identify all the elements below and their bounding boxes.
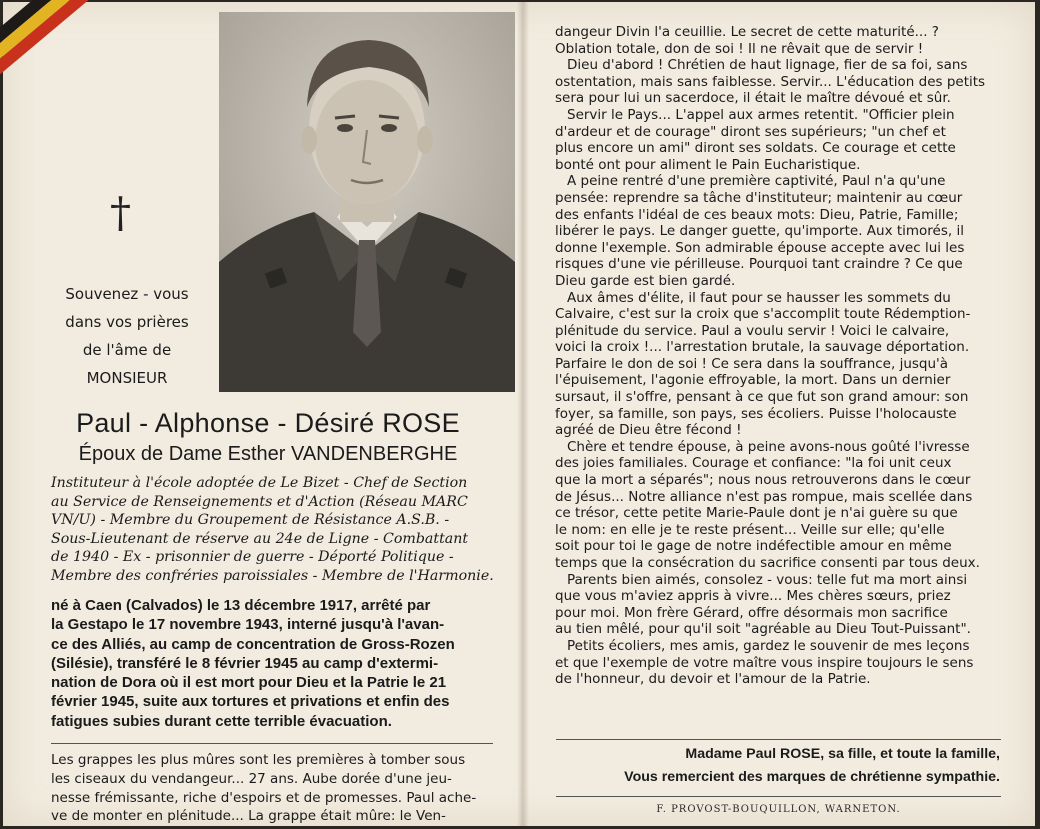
divider	[556, 739, 1001, 740]
tribute-line: au tien mêlé, pour qu'il soit "agréable au Dieu Tout-Puissant".	[555, 621, 971, 638]
tribute-line: que la mort a séparés"; nous nous retrouverons dans le cœur	[555, 472, 971, 489]
family-signature	[556, 743, 1000, 789]
tribute-line: et que l'exemple de votre maître vous inspire toujours le sens	[555, 654, 974, 671]
spouse-line: Époux de Dame Esther VANDENBERGHE	[78, 443, 458, 465]
signature-line: Vous remercient des marques de chrétienne sympathie.	[624, 769, 1000, 785]
tribute-line: de Jésus... Notre alliance n'est pas rompue, mais scellée dans	[555, 488, 973, 505]
prayer-intro-line: Souvenez - vous	[65, 285, 189, 303]
tribute-line: bonté ont pour aliment le Pain Eucharistique.	[555, 156, 861, 173]
cross-icon: †	[110, 188, 131, 237]
tribute-line: Aux âmes d'élite, il faut pour se hausser les sommets du	[567, 289, 951, 306]
prayer-intro-line: dans vos prières	[65, 313, 189, 331]
biography-line: nation de Dora où il est mort pour Dieu et la Patrie le 21	[51, 674, 447, 692]
tribute-paragraph	[555, 290, 999, 439]
titles-block	[51, 474, 493, 585]
tribute-line: pour moi. Mon frère Gérard, offre désormais mon sacrifice	[555, 604, 948, 621]
tribute-line: plénitude du service. Paul a voulu servir ! Voici le calvaire,	[555, 322, 950, 339]
tribute-paragraph	[555, 57, 999, 107]
prayer-intro-line: MONSIEUR	[86, 369, 168, 387]
tribute-paragraph	[555, 24, 999, 57]
titles-line: Instituteur à l'école adoptée de Le Bizet - Chef de Section	[51, 475, 468, 491]
titles-line: VN/U) - Membre du Groupement de Résistance A.S.B. -	[51, 512, 450, 528]
tribute-line: sursaut, il s'offre, pensant à ce que fut son grand amour: son	[555, 389, 969, 406]
tribute-line: ce trésor, cette petite Marie-Paule dont je n'ai guère su que	[555, 505, 958, 522]
tribute-line: Dieu d'abord ! Chrétien de haut lignage, fier de sa foi, sans	[567, 57, 968, 74]
tribute-line: Servir le Pays... L'appel aux armes retentit. "Officier plein	[567, 106, 955, 123]
tribute-line: donne l'exemple. Son admirable épouse accepte avec lui les	[555, 239, 965, 256]
biography-line: février 1945, suite aux tortures et privations et enfin des	[51, 693, 450, 711]
tribute-line: le nom: en elle je te reste présent... Veille sur elle; qu'elle	[555, 521, 945, 538]
divider	[556, 796, 1001, 797]
biography-line: né à Caen (Calvados) le 13 décembre 1917, arrêté par	[51, 597, 431, 614]
tribute-paragraph	[555, 107, 999, 173]
biography-block	[51, 596, 493, 731]
tribute-paragraph	[555, 638, 999, 688]
tribute-paragraph	[555, 572, 999, 638]
tribute-line: Calvaire, c'est sur la croix que s'accomplit toute Rédemption-	[555, 306, 971, 323]
tribute-line: d'ardeur et de courage" diront ses supérieurs; "un chef et	[555, 123, 946, 140]
titles-line: au Service de Renseignements et d'Action (Réseau MARC	[51, 493, 468, 510]
tribute-line: dangeur Divin l'a ceuillie. Le secret de cette maturité... ?	[555, 24, 939, 40]
prayer-intro-line: de l'âme de	[82, 341, 172, 359]
tribute-line: nesse frémissante, riche d'espoirs et de promesses. Paul ache-	[51, 789, 477, 806]
tribute-text-left	[51, 751, 493, 826]
tribute-line: que vous m'aviez appris à vivre... Mes chères sœurs, priez	[555, 588, 951, 605]
prayer-intro	[43, 280, 211, 392]
tribute-line: des enfants l'idéal de ces beaux mots: Dieu, Patrie, Famille;	[555, 206, 959, 223]
tribute-line: ostentation, mais sans faiblesse. Servir... L'éducation des petits	[555, 73, 986, 90]
tribute-line: Parents bien aimés, consolez - vous: telle fut ma mort ainsi	[567, 571, 968, 588]
portrait-photo-drawing	[219, 12, 515, 392]
tribute-line: A peine rentré d'une première captivité, Paul n'a qu'une	[567, 173, 946, 190]
tribute-paragraph	[555, 173, 999, 289]
belgian-flag-ribbon	[0, 0, 180, 78]
biography-line: la Gestapo le 17 novembre 1943, interné jusqu'à l'avan-	[51, 616, 445, 634]
divider	[51, 743, 493, 744]
titles-line: Sous-Lieutenant de réserve au 24e de Ligne - Combattant	[51, 530, 469, 547]
printer-credit: F. PROVOST-BOUQUILLON, WARNETON.	[656, 804, 901, 815]
tribute-line: voici la croix !... l'arrestation brutale, la sauvage déportation.	[555, 339, 970, 356]
tribute-line: Chère et tendre épouse, à peine avons-nous goûté l'ivresse	[567, 438, 970, 455]
signature-line: Madame Paul ROSE, sa fille, et toute la famille,	[685, 746, 1000, 762]
titles-line: Membre des confréries paroissiales - Membre de l'Harmonie.	[51, 567, 494, 584]
tribute-line: agréé de Dieu être fécond !	[555, 422, 742, 439]
tribute-paragraph	[555, 439, 999, 572]
portrait-photo	[219, 12, 515, 392]
tribute-line: soit pour toi le gage de notre indéfectible amour en même	[555, 538, 952, 555]
deceased-name: Paul - Alphonse - Désiré ROSE	[76, 408, 460, 438]
tribute-line: plus encore un ami" diront ses soldats. Ce courage et cette	[555, 140, 956, 157]
tribute-line: Dieu garde est bien gardé.	[555, 272, 736, 289]
tribute-line: sera pour lui un sacerdoce, il était le maître dévoué et sûr.	[555, 90, 951, 107]
tribute-line: ve de monter en plénitude... La grappe était mûre: le Ven-	[51, 808, 446, 825]
biography-line: fatigues subies durant cette terrible évacuation.	[51, 712, 392, 730]
tribute-text-right	[555, 24, 999, 688]
biography-line: ce des Alliés, au camp de concentration de Gross-Rozen	[51, 635, 455, 653]
tribute-line: risques d'une vie périlleuse. Pourquoi tant craindre ? Ce que	[555, 256, 963, 273]
tribute-line: l'épuisement, l'agonie effroyable, la mort. Dans un dernier	[555, 372, 951, 389]
tribute-line: Petits écoliers, mes amis, gardez le souvenir de mes leçons	[567, 637, 970, 654]
card-fold	[517, 2, 529, 826]
tribute-line: de l'honneur, du devoir et l'amour de la Patrie.	[555, 671, 871, 688]
tribute-line: Oblation totale, don de soi ! Il ne rêvait que de servir !	[555, 40, 924, 57]
tribute-line: Les grappes les plus mûres sont les premières à tomber sous	[51, 752, 466, 768]
biography-line: (Silésie), transféré le 8 février 1945 au camp d'extermi-	[51, 654, 439, 672]
tribute-line: Parfaire le don de soi ! Ce sera dans la souffrance, jusqu'à	[555, 355, 949, 372]
tribute-line: libérer le pays. Le danger guette, qu'importe. Aux timorés, il	[555, 223, 964, 240]
tribute-line: temps que la consécration du sacrifice consenti par tous deux.	[555, 555, 980, 571]
titles-line: de 1940 - Ex - prisonnier de guerre - Déporté Politique -	[51, 549, 454, 565]
tribute-line: les ciseaux du vendangeur... 27 ans. Aube dorée d'une jeu-	[51, 770, 452, 787]
memorial-card	[3, 2, 1035, 826]
tribute-line: pensée: reprendre sa tâche d'instituteur; maintenir au cœur	[555, 189, 963, 206]
tribute-line: foyer, sa famille, son pays, ses écoliers. Puisse l'holocauste	[555, 405, 957, 422]
tribute-line: des joies familiales. Courage et confiance: "la foi unit ceux	[555, 455, 952, 472]
